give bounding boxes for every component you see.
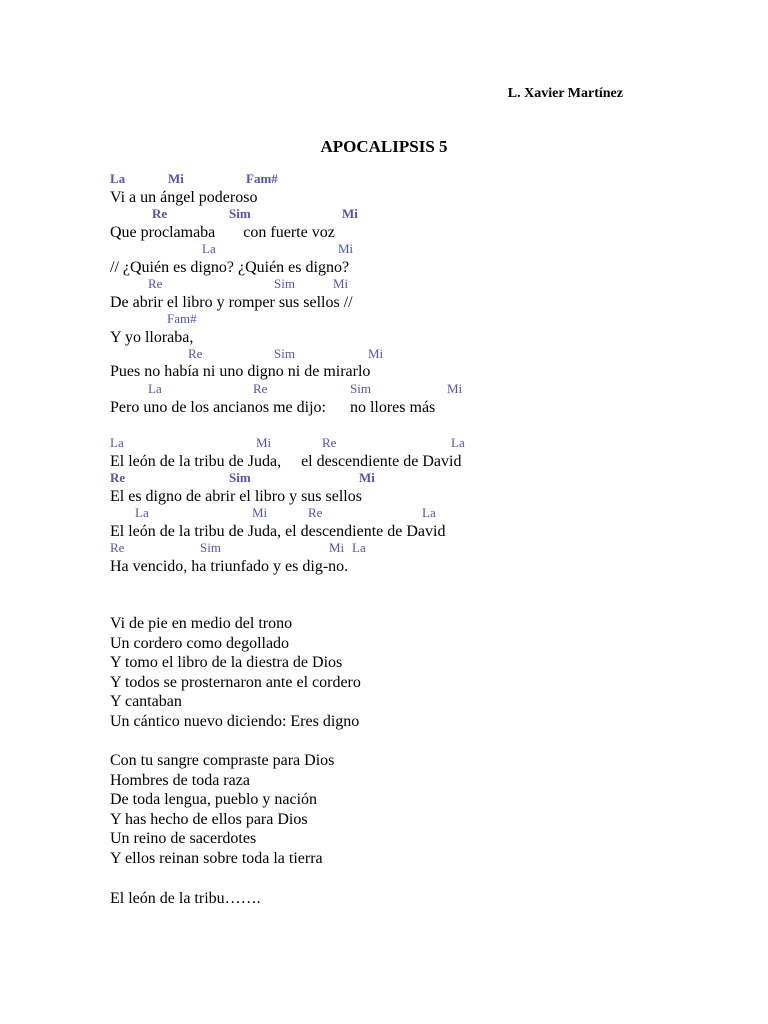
chord-label: Sim [229, 470, 251, 485]
chord-label: Mi [342, 206, 358, 221]
chord-label: Mi [447, 381, 463, 396]
chord-label: Mi [338, 241, 354, 256]
lyric-line: Pues no había ni uno digno ni de mirarlo [110, 363, 371, 380]
chord-label: La [110, 435, 124, 450]
lyric-line: Vi de pie en medio del trono [110, 615, 293, 632]
chord-label: Mi [256, 435, 272, 450]
lyric-line: Pero uno de los ancianos me dijo: no llores más [110, 399, 436, 416]
lyric-line: Un cordero como degollado [110, 634, 290, 652]
chord-label: Re [110, 540, 125, 555]
lyric-line: El león de la tribu de Juda, el descendiente de David [110, 523, 446, 540]
lyric-line: Un reino de sacerdotes [110, 830, 257, 847]
chord-label: Re [188, 346, 203, 361]
chord-label: La [352, 540, 366, 555]
lyric-line: Hombres de toda raza [110, 771, 250, 789]
lyric-line: De abrir el libro y romper sus sellos // [110, 294, 353, 311]
author-name: L. Xavier Martínez [507, 86, 623, 101]
lyric-line: Y todos se prosternaron ante el cordero [110, 673, 361, 691]
chord-label: Mi [359, 470, 375, 485]
lyric-line: Con tu sangre compraste para Dios [110, 752, 335, 769]
verse-3 [110, 751, 334, 868]
lyric-line: Y yo lloraba, [110, 329, 194, 346]
chord-label: Mi [329, 540, 345, 555]
chord-label: Mi [368, 346, 384, 361]
song-title: APOCALIPSIS 5 [320, 137, 448, 156]
lyric-line: De toda lengua, pueblo y nación [110, 791, 318, 808]
chord-label: Sim [229, 206, 251, 221]
chord-label: Re [152, 206, 168, 221]
chord-label: La [202, 241, 216, 256]
lyric-line: Ha vencido, ha triunfado y es dig-no. [110, 558, 349, 575]
verse-2 [110, 614, 361, 731]
chord-label: Fam# [246, 171, 278, 186]
lyric-line: Y cantaban [110, 693, 182, 710]
lyric-line: Un cántico nuevo diciendo: Eres digno [110, 712, 360, 730]
chord-label: Mi [168, 171, 184, 186]
chord-label: Fam# [167, 311, 197, 326]
chord-label: Mi [252, 505, 268, 520]
chord-label: Mi [333, 276, 349, 291]
chord-label: Sim [200, 540, 221, 555]
chord-label: La [422, 505, 436, 520]
lyric-line: El es digno de abrir el libro y sus sellos [110, 488, 362, 505]
chord-label: Sim [350, 381, 371, 396]
lyric-line: Vi a un ángel poderoso [110, 189, 258, 206]
lyric-line: Y ellos reinan sobre toda la tierra [110, 849, 323, 867]
chord-label: La [148, 381, 162, 396]
lyric-line: // ¿Quién es digno? ¿Quién es digno? [110, 259, 350, 276]
chord-label: Re [322, 435, 337, 450]
chord-label: Sim [274, 346, 295, 361]
chord-label: Re [253, 381, 268, 396]
chord-label: La [135, 505, 149, 520]
chord-label: La [451, 435, 465, 450]
lyric-line: Y tomo el libro de la diestra de Dios [110, 654, 343, 671]
chord-label: Re [110, 470, 126, 485]
chord-label: Re [148, 276, 163, 291]
chord-label: Re [308, 505, 323, 520]
chord-label: Sim [274, 276, 295, 291]
lyric-line: El león de la tribu de Juda, el descendiente de David [110, 453, 462, 470]
chord-label: La [110, 171, 126, 186]
lyric-line: Que proclamaba con fuerte voz [110, 224, 335, 241]
outro-line: El león de la tribu……. [110, 890, 261, 907]
lyric-line: Y has hecho de ellos para Dios [110, 810, 308, 828]
